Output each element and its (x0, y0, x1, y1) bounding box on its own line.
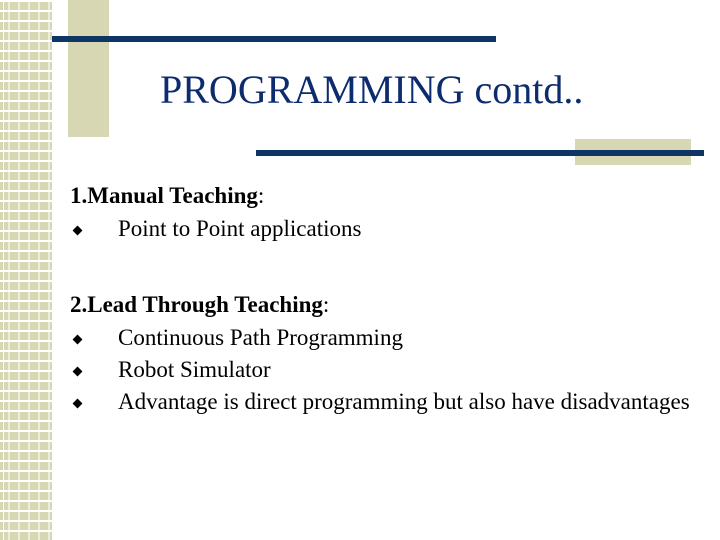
section-heading (70, 178, 710, 213)
bullet-item (70, 386, 710, 418)
accent-block-top (68, 0, 109, 137)
section-number: 2. (70, 292, 88, 317)
diamond-bullet-icon (73, 335, 83, 345)
bullet-item (70, 354, 710, 386)
section-heading-label: Lead Through Teaching (87, 292, 323, 317)
section-heading-colon: : (257, 183, 265, 208)
bullet-text: Point to Point applications (118, 216, 362, 241)
bullet-text: Advantage is direct programming but also have disadvantages (118, 389, 690, 414)
slide-body (70, 178, 710, 418)
diamond-bullet-icon (73, 226, 83, 236)
bullet-text: Robot Simulator (118, 357, 271, 382)
section-manual-teaching (70, 178, 710, 245)
section-lead-through-teaching (70, 287, 710, 418)
bullet-item (70, 213, 710, 245)
section-heading-colon: : (322, 292, 330, 317)
decorative-stripe-grid (0, 0, 52, 540)
title-rule-bottom (256, 150, 704, 156)
slide-title: PROGRAMMING contd.. (160, 67, 584, 112)
section-number: 1. (70, 183, 88, 208)
bullet-text: Continuous Path Programming (118, 325, 403, 350)
bullet-item (70, 322, 710, 354)
diamond-bullet-icon (73, 367, 83, 377)
title-rule-top (52, 36, 496, 42)
section-heading-label: Manual Teaching (87, 183, 258, 208)
diamond-bullet-icon (73, 399, 83, 409)
section-heading (70, 287, 710, 322)
